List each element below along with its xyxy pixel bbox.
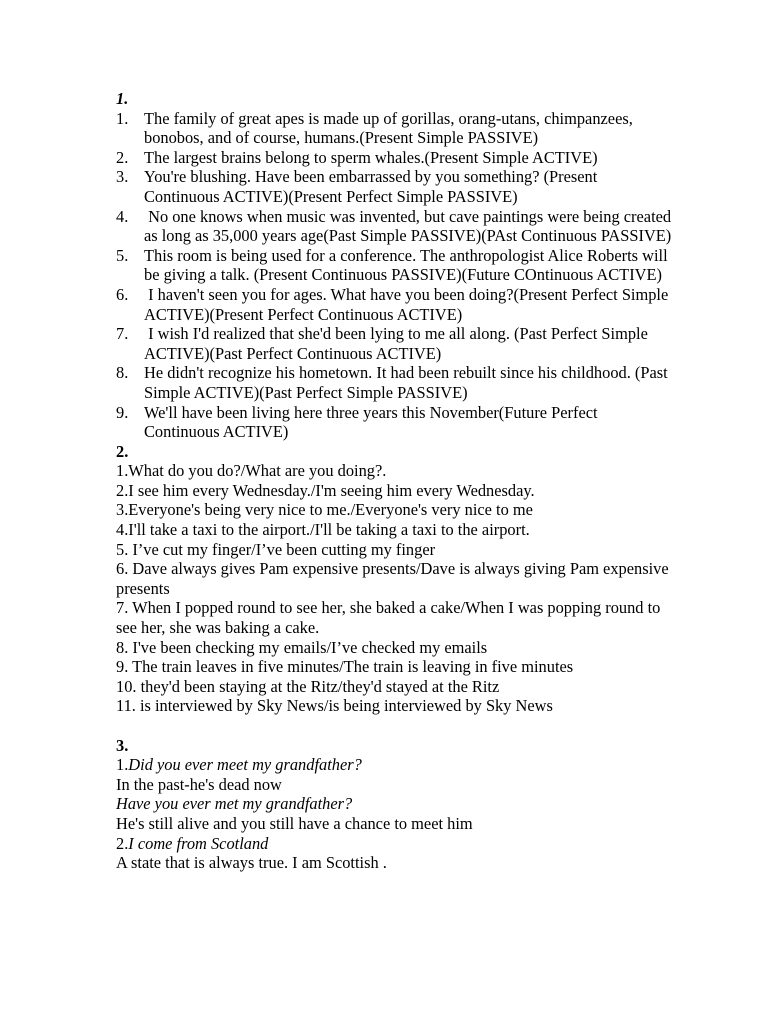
example-number: 2.	[116, 833, 129, 853]
list-item	[116, 167, 676, 206]
item-text: He didn't recognize his hometown. It had been rebuilt since his childhood. (Past Simple ACTIVE)(Past Perfect Simple PASSIVE)	[144, 363, 668, 402]
item-text: We'll have been living here three years this November(Future Perfect Continuous ACTIVE)	[144, 402, 598, 442]
list-item	[116, 403, 676, 442]
item-number: 9.	[116, 402, 129, 422]
item-text: The largest brains belong to sperm whales.(Present Simple ACTIVE)	[144, 147, 598, 167]
item-number: 8.	[116, 363, 129, 383]
answer-line: 3.Everyone's being very nice to me./Everyone's very nice to me	[116, 500, 533, 520]
answer-line: 5. I’ve cut my finger/I’ve been cutting my finger	[116, 539, 436, 559]
section-1-list	[116, 109, 676, 442]
item-number: 5.	[116, 245, 129, 265]
section-2-lines	[116, 461, 676, 716]
answer-line: 4.I'll take a taxi to the airport./I'll be taking a taxi to the airport.	[116, 520, 530, 540]
list-item	[116, 109, 676, 148]
document-page	[116, 89, 676, 873]
item-number: 3.	[116, 167, 129, 187]
list-item	[116, 285, 676, 324]
item-number: 6.	[116, 284, 129, 304]
example-number: 1.	[116, 755, 129, 775]
item-text: The family of great apes is made up of gorillas, orang-utans, chimpanzees, bonobos, and of course, humans.(Present Simple PASSIVE)	[144, 108, 633, 148]
answer-line: 7. When I popped round to see her, she baked a cake/When I was popping round to see her, she was baking a cake.	[116, 598, 661, 638]
item-number: 2.	[116, 147, 129, 167]
item-number: 1.	[116, 108, 129, 128]
list-item	[116, 246, 676, 285]
answer-line: 2.I see him every Wednesday./I'm seeing him every Wednesday.	[116, 480, 535, 500]
explanation-line: In the past-he's dead now	[116, 774, 282, 794]
item-text: This room is being used for a conference. The anthropologist Alice Roberts will be giving a talk. (Present Continuous PASSIVE)(Future COntinuous ACTIVE)	[144, 245, 668, 285]
section-3-block	[116, 755, 676, 873]
item-text: No one knows when music was invented, but cave paintings were being created as long as 35,000 years age(Past Simple PASSIVE)(PAst Continuous PASSIVE)	[144, 206, 676, 246]
item-text: I haven't seen you for ages. What have you been doing?(Present Perfect Simple ACTIVE)(Present Perfect Continuous ACTIVE)	[144, 284, 672, 324]
list-item	[116, 363, 676, 402]
item-text: You're blushing. Have been embarrassed by you something? (Present Continuous ACTIVE)(Present Perfect Simple PASSIVE)	[144, 167, 598, 206]
item-number: 4.	[116, 206, 129, 226]
example-sentence: Have you ever met my grandfather?	[116, 794, 353, 814]
section-1-heading: 1.	[116, 89, 129, 108]
section-2-heading: 2.	[116, 441, 129, 461]
answer-line: 6. Dave always gives Pam expensive presents/Dave is always giving Pam expensive presents	[116, 559, 669, 598]
item-text: I wish I'd realized that she'd been lying to me all along. (Past Perfect Simple ACTIVE)(Past Perfect Continuous ACTIVE)	[144, 324, 652, 363]
section-3-heading: 3.	[116, 735, 129, 755]
answer-line: 8. I've been checking my emails/I’ve checked my emails	[116, 637, 488, 657]
example-sentence: I come from Scotland	[128, 833, 269, 853]
example-sentence: Did you ever meet my grandfather?	[128, 755, 362, 775]
explanation-line: A state that is always true. I am Scottish .	[116, 853, 387, 873]
blank-line	[116, 716, 676, 736]
list-item	[116, 324, 676, 363]
answer-line: 1.What do you do?/What are you doing?.	[116, 461, 387, 481]
list-item	[116, 148, 676, 168]
explanation-line: He's still alive and you still have a chance to meet him	[116, 813, 473, 833]
answer-line: 10. they'd been staying at the Ritz/they'd stayed at the Ritz	[116, 676, 500, 696]
list-item	[116, 207, 676, 246]
example-line	[116, 755, 676, 775]
item-number: 7.	[116, 324, 129, 344]
answer-line: 11. is interviewed by Sky News/is being interviewed by Sky News	[116, 696, 553, 716]
example-line	[116, 834, 676, 854]
answer-line: 9. The train leaves in five minutes/The train is leaving in five minutes	[116, 657, 574, 677]
